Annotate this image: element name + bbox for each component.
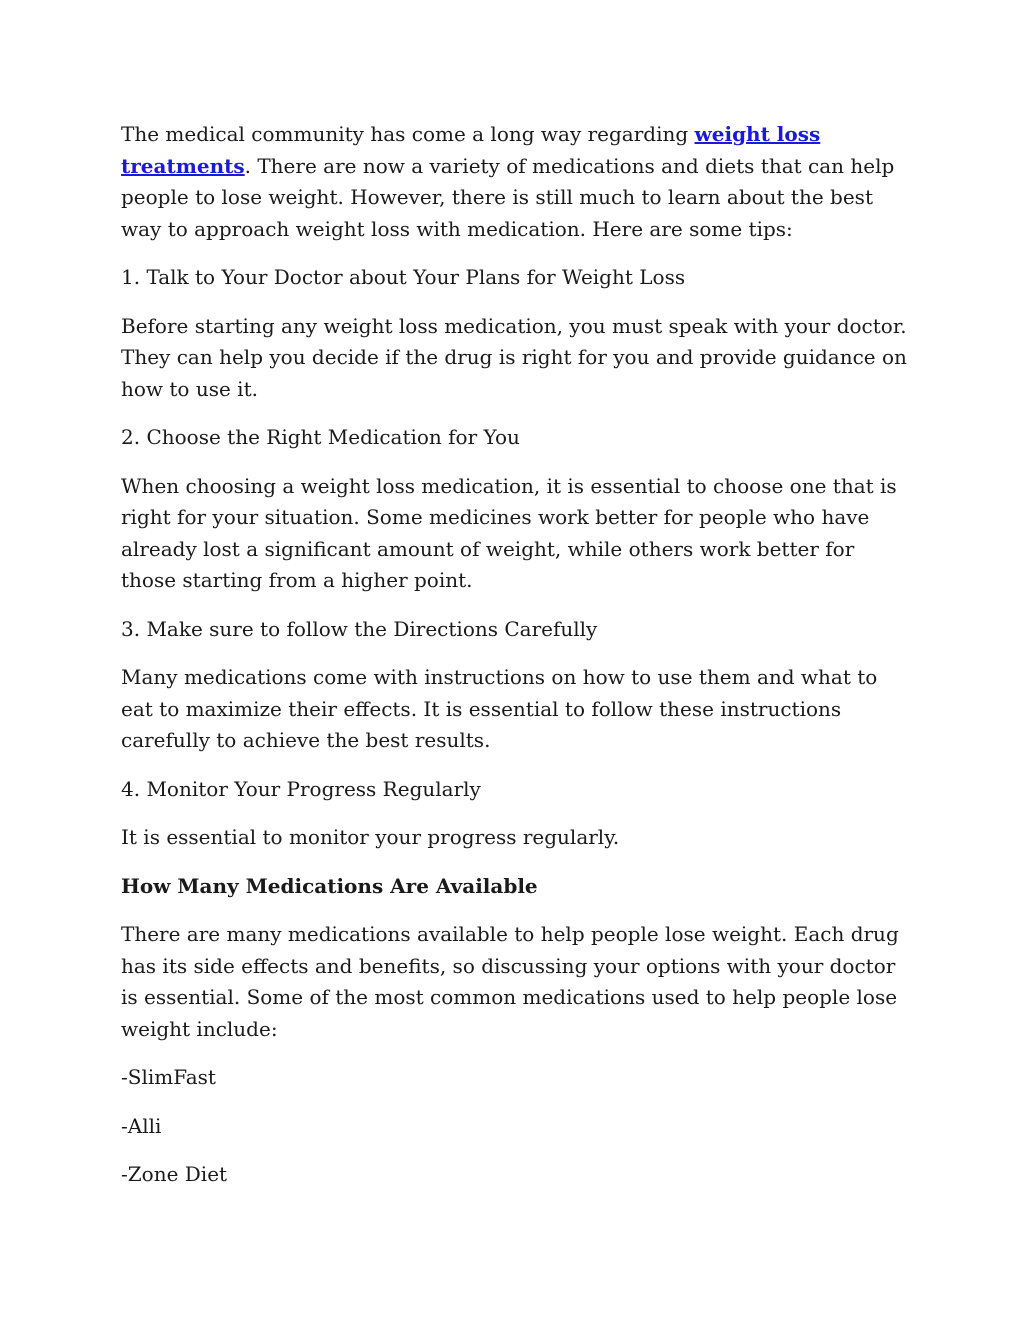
tip-3-heading: 3. Make sure to follow the Directions Carefully [121,616,598,641]
intro-text-before-link: The medical community has come a long way regarding [121,122,695,146]
medication-list-item: -Alli [121,1113,162,1138]
tip-2-body: When choosing a weight loss medication, it is essential to choose one that is right for your situation. Some medicines work better for people who have already lost a significant amount of weight, while others work better for those starting from a higher point. [121,473,897,592]
document-page [121,119,911,1208]
tip-3-body: Many medications come with instructions on how to use them and what to eat to maximize their effects. It is essential to follow these instructions carefully to achieve the best results. [121,665,878,752]
tip-4-heading: 4. Monitor Your Progress Regularly [121,776,481,801]
tip-4-body: It is essential to monitor your progress regularly. [121,825,620,849]
intro-text-after-link: . There are now a variety of medications and diets that can help people to lose weight. However, there is still much to learn about the best way to approach weight loss with medication. Here are some tips: [121,153,895,241]
medication-list-item: -Zone Diet [121,1162,228,1186]
medication-list-item: -SlimFast [121,1065,216,1089]
tip-2-heading: 2. Choose the Right Medication for You [121,425,520,449]
tip-1-heading: 1. Talk to Your Doctor about Your Plans for Weight Loss [121,265,686,289]
intro-paragraph [121,119,911,245]
tip-1-body: Before starting any weight loss medication, you must speak with your doctor. They can help you decide if the drug is right for you and provide guidance on how to use it. [121,313,907,401]
section-heading: How Many Medications Are Available [121,873,538,898]
weight-loss-treatments-link[interactable]: weight loss treatments [121,122,821,178]
section-body: There are many medications available to help people lose weight. Each drug has its side effects and benefits, so discussing your options with your doctor is essential. Some of the most common medications used to help people lose weight include: [121,922,899,1041]
